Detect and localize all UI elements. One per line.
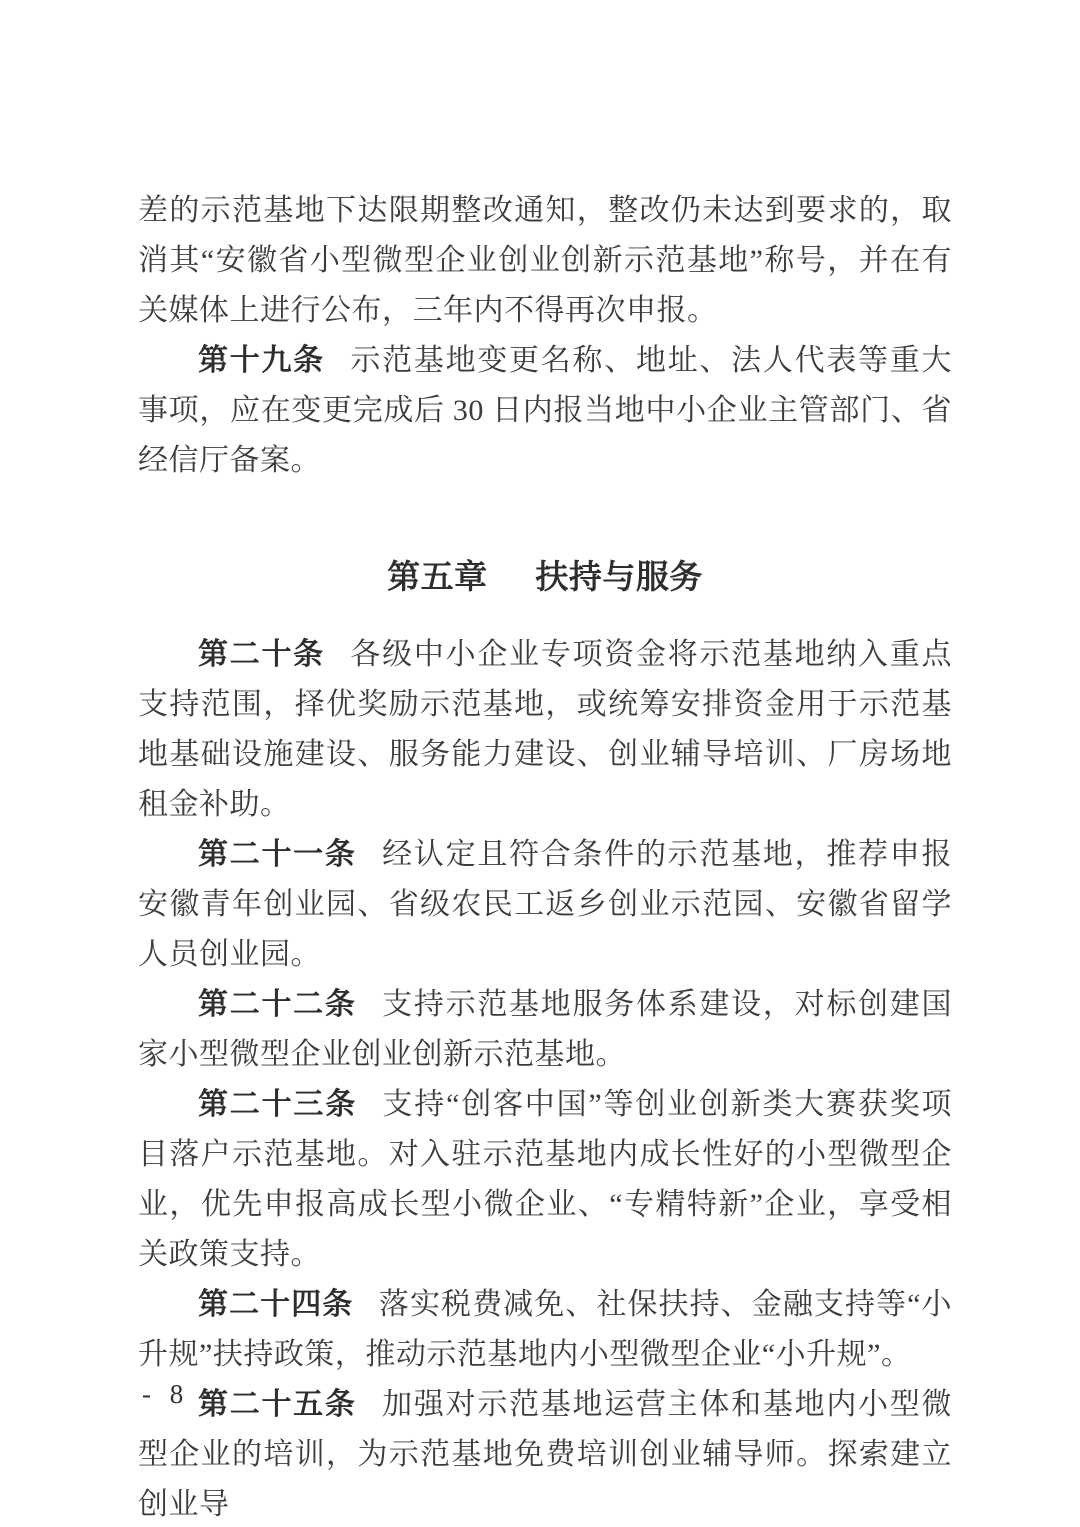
article-24-text: 落实税费减免、社保扶持、金融支持等“小升规”扶持政策，推动示范基地内小型微型企业“小升规”。 [138, 1288, 952, 1371]
chapter-heading [138, 552, 952, 602]
article-25 [138, 1380, 952, 1527]
article-20 [138, 630, 952, 830]
article-21-number: 第二十一条 [198, 838, 357, 871]
article-20-number: 第二十条 [198, 638, 325, 671]
article-21 [138, 830, 952, 980]
article-23-number: 第二十三条 [198, 1088, 357, 1121]
article-22-text: 支持示范基地服务体系建设，对标创建国家小型微型企业创业创新示范基地。 [138, 988, 953, 1071]
article-22-number: 第二十二条 [198, 988, 357, 1021]
article-19-number: 第十九条 [198, 344, 325, 377]
article-20-text: 各级中小企业专项资金将示范基地纳入重点支持范围，择优奖励示范基地，或统筹安排资金用于示范基地基础设施建设、服务能力建设、创业辅导培训、厂房场地租金补助。 [138, 638, 953, 821]
article-21-text: 经认定且符合条件的示范基地，推荐申报安徽青年创业园、省级农民工返乡创业示范园、安徽省留学人员创业园。 [138, 838, 953, 971]
article-23-text: 支持“创客中国”等创业创新类大赛获奖项目落户示范基地。对入驻示范基地内成长性好的小型微型企业，优先申报高成长型小微企业、“专精特新”企业，享受相关政策支持。 [138, 1088, 952, 1271]
article-25-text: 加强对示范基地运营主体和基地内小型微型企业的培训，为示范基地免费培训创业辅导师。探索建立创业导 [138, 1388, 953, 1521]
paragraph-continuation [138, 186, 952, 336]
article-25-number: 第二十五条 [198, 1388, 357, 1421]
article-19 [138, 336, 952, 486]
chapter-title: 扶持与服务 [535, 558, 703, 595]
article-23 [138, 1080, 952, 1280]
article-22 [138, 980, 952, 1080]
document-body [138, 186, 952, 1527]
article-24-number: 第二十四条 [198, 1288, 354, 1321]
chapter-number: 第五章 [387, 558, 488, 595]
page-number: - 8 - [142, 1379, 217, 1409]
article-24 [138, 1280, 952, 1380]
article-19-text: 示范基地变更名称、地址、法人代表等重大事项，应在变更完成后 30 日内报当地中小企业主管部门、省经信厅备案。 [138, 344, 953, 477]
paragraph-text: 差的示范基地下达限期整改通知，整改仍未达到要求的，取消其“安徽省小型微型企业创业创新示范基地”称号，并在有关媒体上进行公布，三年内不得再次申报。 [138, 194, 952, 327]
